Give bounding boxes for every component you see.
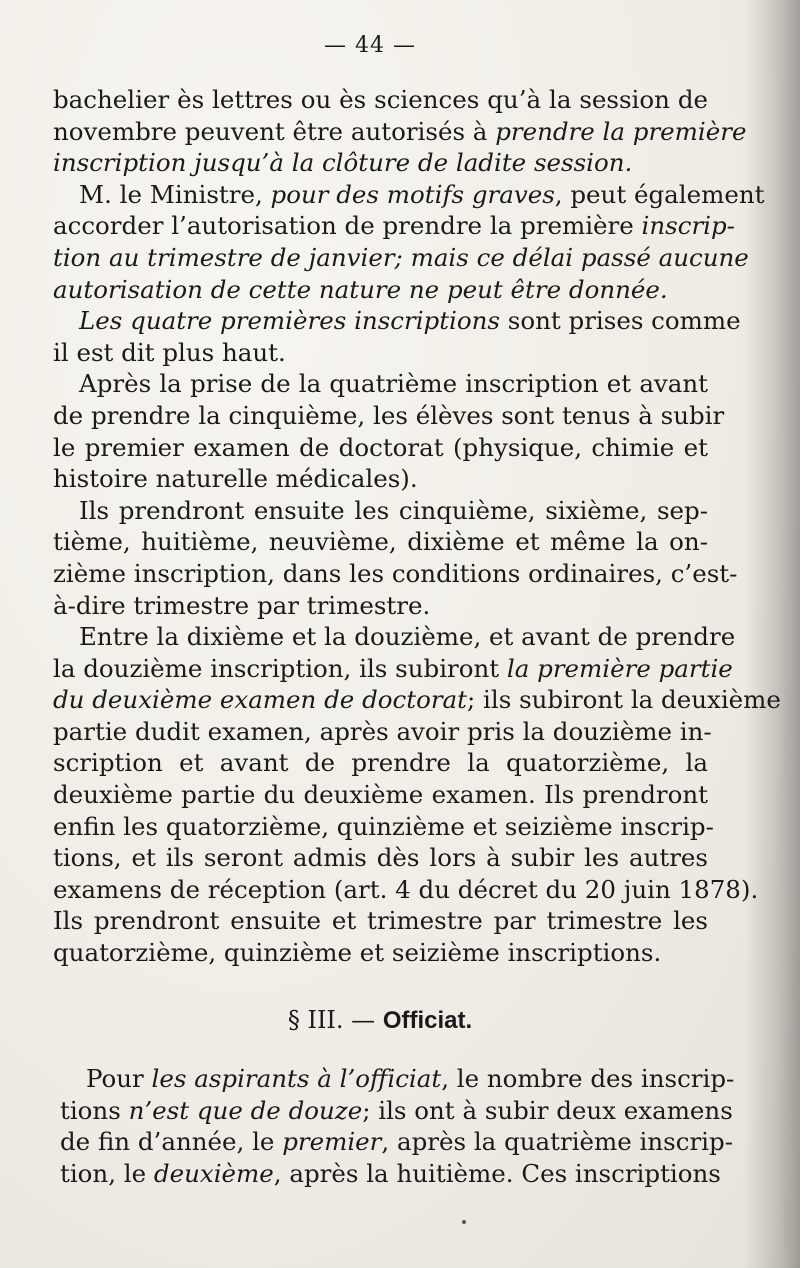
- text-line: accorder l’autorisation de prendre la première inscrip-: [53, 211, 735, 241]
- text-line: deuxième partie du deuxième examen. Ils prendront: [53, 780, 708, 810]
- page-number: — 44 —: [324, 33, 416, 58]
- main-text-block: [53, 84, 781, 969]
- text-line: zième inscription, dans les conditions ordinaires, c’est-: [53, 558, 738, 588]
- text-line: le premier examen de doctorat (physique, chimie et: [53, 432, 708, 462]
- text-line: quatorzième, quinzième et seizième inscriptions.: [53, 938, 662, 968]
- text-line: à-dire trimestre par trimestre.: [53, 590, 431, 620]
- text-line: histoire naturelle médicales).: [53, 464, 418, 494]
- text-line: de fin d’année, le premier, après la quatrième inscrip-: [60, 1127, 733, 1157]
- text-line: M. le Ministre, pour des motifs graves, peut également: [79, 179, 765, 209]
- text-line: la douzième inscription, ils subiront la première partie: [53, 653, 733, 683]
- section-number: § III. —: [287, 1006, 383, 1034]
- text-line: inscription jusqu’à la clôture de ladite session.: [53, 148, 633, 178]
- text-line: scription et avant de prendre la quatorzième, la: [53, 748, 708, 778]
- section-heading: [0, 1006, 760, 1035]
- text-line: il est dit plus haut.: [53, 337, 286, 367]
- text-line: partie dudit examen, après avoir pris la douzième in-: [53, 716, 712, 746]
- text-line: de prendre la cinquième, les élèves sont tenus à subir: [53, 400, 725, 430]
- text-line: du deuxième examen de doctorat; ils subiront la deuxième: [53, 685, 781, 715]
- text-line: tième, huitième, neuvième, dixième et même la on-: [53, 527, 708, 557]
- text-line: Ils prendront ensuite les cinquième, sixième, sep-: [79, 495, 708, 525]
- text-line: tions n’est que de douze; ils ont à subir deux examens: [60, 1095, 733, 1125]
- text-line: examens de réception (art. 4 du décret du 20 juin 1878).: [53, 874, 759, 904]
- section-title: Officiat.: [382, 1007, 473, 1034]
- text-line: Entre la dixième et la douzième, et avant de prendre: [79, 622, 736, 652]
- text-line: tions, et ils seront admis dès lors à subir les autres: [53, 843, 708, 873]
- text-line: Les quatre premières inscriptions sont prises comme: [79, 306, 741, 336]
- text-line: novembre peuvent être autorisés à prendre la première: [53, 116, 747, 146]
- text-line: tion au trimestre de janvier; mais ce délai passé aucune: [53, 242, 749, 272]
- text-line: Pour les aspirants à l’officiat, le nombre des inscrip-: [86, 1064, 735, 1093]
- text-line: tion, le deuxième, après la huitième. Ces inscriptions: [60, 1158, 721, 1188]
- officiat-text-block: [60, 1063, 735, 1189]
- text-line: autorisation de cette nature ne peut être donnée.: [53, 274, 668, 304]
- ink-speck: [462, 1220, 466, 1224]
- text-line: enfin les quatorzième, quinzième et seizième inscrip-: [53, 811, 714, 841]
- text-line: Ils prendront ensuite et trimestre par trimestre les: [53, 906, 708, 936]
- text-line: Après la prise de la quatrième inscription et avant: [79, 369, 708, 399]
- text-line: bachelier ès lettres ou ès sciences qu’à la session de: [53, 85, 708, 114]
